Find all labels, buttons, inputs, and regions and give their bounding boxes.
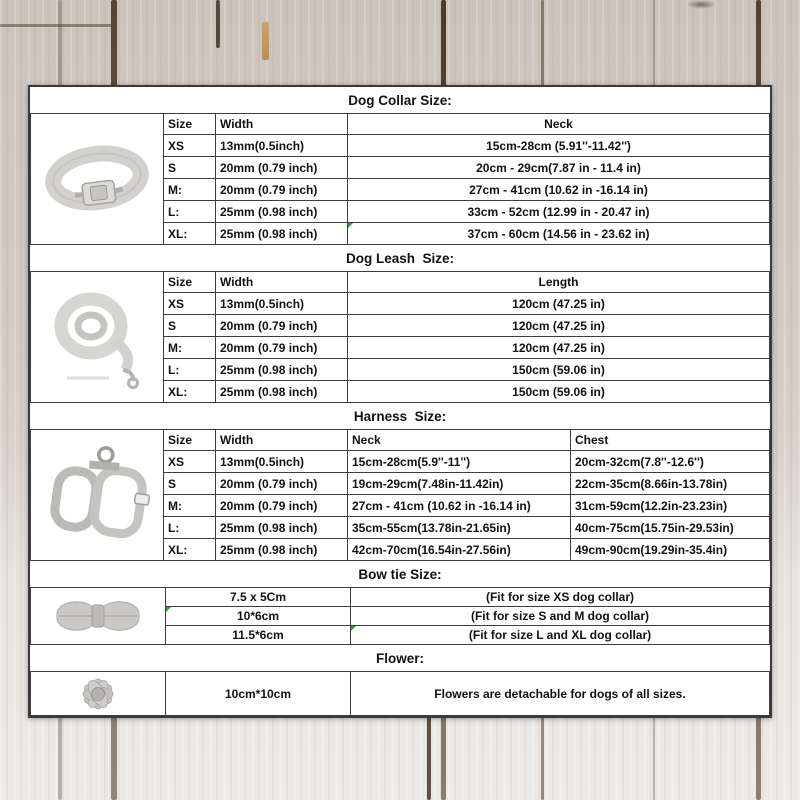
dog-leash-photo: [31, 272, 164, 403]
width-cell: 20mm (0.79 inch): [216, 495, 348, 517]
length-cell: 150cm (59.06 in): [348, 359, 770, 381]
dog-harness-photo: [31, 430, 164, 561]
bowtie-fit-cell: (Fit for size XS dog collar): [351, 588, 770, 607]
chest-cell: 40cm-75cm(15.75in-29.53in): [571, 517, 770, 539]
wood-plank-edge: [0, 24, 112, 27]
width-cell: 20mm (0.79 inch): [216, 337, 348, 359]
table-header-row: [31, 430, 770, 451]
leash-size-table: [30, 271, 770, 403]
chest-cell: 22cm-35cm(8.66in-13.78in): [571, 473, 770, 495]
size-cell: XS: [164, 451, 216, 473]
dog-harness-image: [37, 436, 157, 554]
bowtie-size-cell: 10*6cm: [166, 607, 351, 626]
bowtie-fit-cell: (Fit for size L and XL dog collar): [351, 626, 770, 645]
size-chart-panel: [28, 85, 772, 718]
width-cell: 13mm(0.5inch): [216, 451, 348, 473]
collar-col-header-neck: Neck: [348, 114, 770, 135]
neck-cell: 27cm - 41cm (10.62 in -16.14 in): [348, 179, 770, 201]
width-cell: 13mm(0.5inch): [216, 135, 348, 157]
neck-cell: 37cm - 60cm (14.56 in - 23.62 in): [348, 223, 770, 245]
size-cell: XL:: [164, 223, 216, 245]
size-cell: XL:: [164, 381, 216, 403]
neck-cell: 15cm-28cm (5.91''-11.42''): [348, 135, 770, 157]
flower-note-cell: Flowers are detachable for dogs of all sizes.: [351, 672, 770, 716]
width-cell: 25mm (0.98 inch): [216, 201, 348, 223]
table-row: [31, 588, 770, 607]
harness-col-header-width: Width: [216, 430, 348, 451]
harness-col-header-size: Size: [164, 430, 216, 451]
wood-knot: [262, 22, 269, 60]
bow-tie-photo: [31, 588, 166, 645]
bowtie-fit-cell: (Fit for size S and M dog collar): [351, 607, 770, 626]
length-cell: 120cm (47.25 in): [348, 293, 770, 315]
harness-col-header-chest: Chest: [571, 430, 770, 451]
size-cell: S: [164, 315, 216, 337]
flower-size-cell: 10cm*10cm: [166, 672, 351, 716]
harness-col-header-neck: Neck: [348, 430, 571, 451]
bowtie-section-title: Bow tie Size:: [358, 567, 442, 582]
chest-cell: 20cm-32cm(7.8''-12.6''): [571, 451, 770, 473]
harness-section-title: Harness Size:: [353, 409, 447, 424]
bowtie-size-cell: 11.5*6cm: [166, 626, 351, 645]
width-cell: 25mm (0.98 inch): [216, 359, 348, 381]
bowtie-size-table: [30, 587, 770, 645]
width-cell: 20mm (0.79 inch): [216, 473, 348, 495]
table-row: [31, 672, 770, 716]
size-cell: XL:: [164, 539, 216, 561]
flower-photo: [31, 672, 166, 716]
size-cell: M:: [164, 179, 216, 201]
width-cell: 25mm (0.98 inch): [216, 517, 348, 539]
width-cell: 25mm (0.98 inch): [216, 223, 348, 245]
length-cell: 150cm (59.06 in): [348, 381, 770, 403]
collar-section-title: Dog Collar Size:: [348, 93, 452, 108]
table-header-row: [31, 272, 770, 293]
flower-size-table: [30, 671, 770, 716]
size-cell: L:: [164, 201, 216, 223]
width-cell: 20mm (0.79 inch): [216, 157, 348, 179]
width-cell: 25mm (0.98 inch): [216, 381, 348, 403]
dog-collar-image: [37, 120, 157, 238]
bow-tie-image: [43, 591, 153, 641]
width-cell: 13mm(0.5inch): [216, 293, 348, 315]
excel-error-marker: [348, 223, 353, 228]
wood-seam: [216, 0, 220, 48]
neck-cell: 20cm - 29cm(7.87 in - 11.4 in): [348, 157, 770, 179]
leash-col-header-width: Width: [216, 272, 348, 293]
flower-section-title: Flower:: [375, 651, 424, 666]
leash-col-header-length: Length: [348, 272, 770, 293]
neck-cell: 19cm-29cm(7.48in-11.42in): [348, 473, 571, 495]
size-cell: M:: [164, 337, 216, 359]
size-cell: M:: [164, 495, 216, 517]
size-cell: XS: [164, 135, 216, 157]
collar-col-header-width: Width: [216, 114, 348, 135]
neck-cell: 15cm-28cm(5.9''-11''): [348, 451, 571, 473]
neck-cell: 35cm-55cm(13.78in-21.65in): [348, 517, 571, 539]
table-header-row: [31, 114, 770, 135]
dog-collar-photo: [31, 114, 164, 245]
collar-size-table: [30, 113, 770, 245]
harness-size-table: [30, 429, 770, 561]
size-cell: XS: [164, 293, 216, 315]
flower-image: [68, 673, 128, 715]
wood-knot: [686, 0, 716, 9]
length-cell: 120cm (47.25 in): [348, 315, 770, 337]
wood-seam: [427, 717, 431, 800]
size-cell: L:: [164, 517, 216, 539]
neck-cell: 27cm - 41cm (10.62 in -16.14 in): [348, 495, 571, 517]
width-cell: 20mm (0.79 inch): [216, 315, 348, 337]
neck-cell: 33cm - 52cm (12.99 in - 20.47 in): [348, 201, 770, 223]
leash-col-header-size: Size: [164, 272, 216, 293]
width-cell: 20mm (0.79 inch): [216, 179, 348, 201]
excel-error-marker: [351, 626, 356, 631]
length-cell: 120cm (47.25 in): [348, 337, 770, 359]
bowtie-size-cell: 7.5 x 5Cm: [166, 588, 351, 607]
dog-leash-image: [37, 278, 157, 396]
leash-section-title: Dog Leash Size:: [345, 251, 455, 266]
collar-col-header-size: Size: [164, 114, 216, 135]
width-cell: 25mm (0.98 inch): [216, 539, 348, 561]
size-cell: S: [164, 157, 216, 179]
chest-cell: 49cm-90cm(19.29in-35.4in): [571, 539, 770, 561]
neck-cell: 42cm-70cm(16.54in-27.56in): [348, 539, 571, 561]
chest-cell: 31cm-59cm(12.2in-23.23in): [571, 495, 770, 517]
size-cell: L:: [164, 359, 216, 381]
size-cell: S: [164, 473, 216, 495]
excel-error-marker: [166, 607, 171, 612]
